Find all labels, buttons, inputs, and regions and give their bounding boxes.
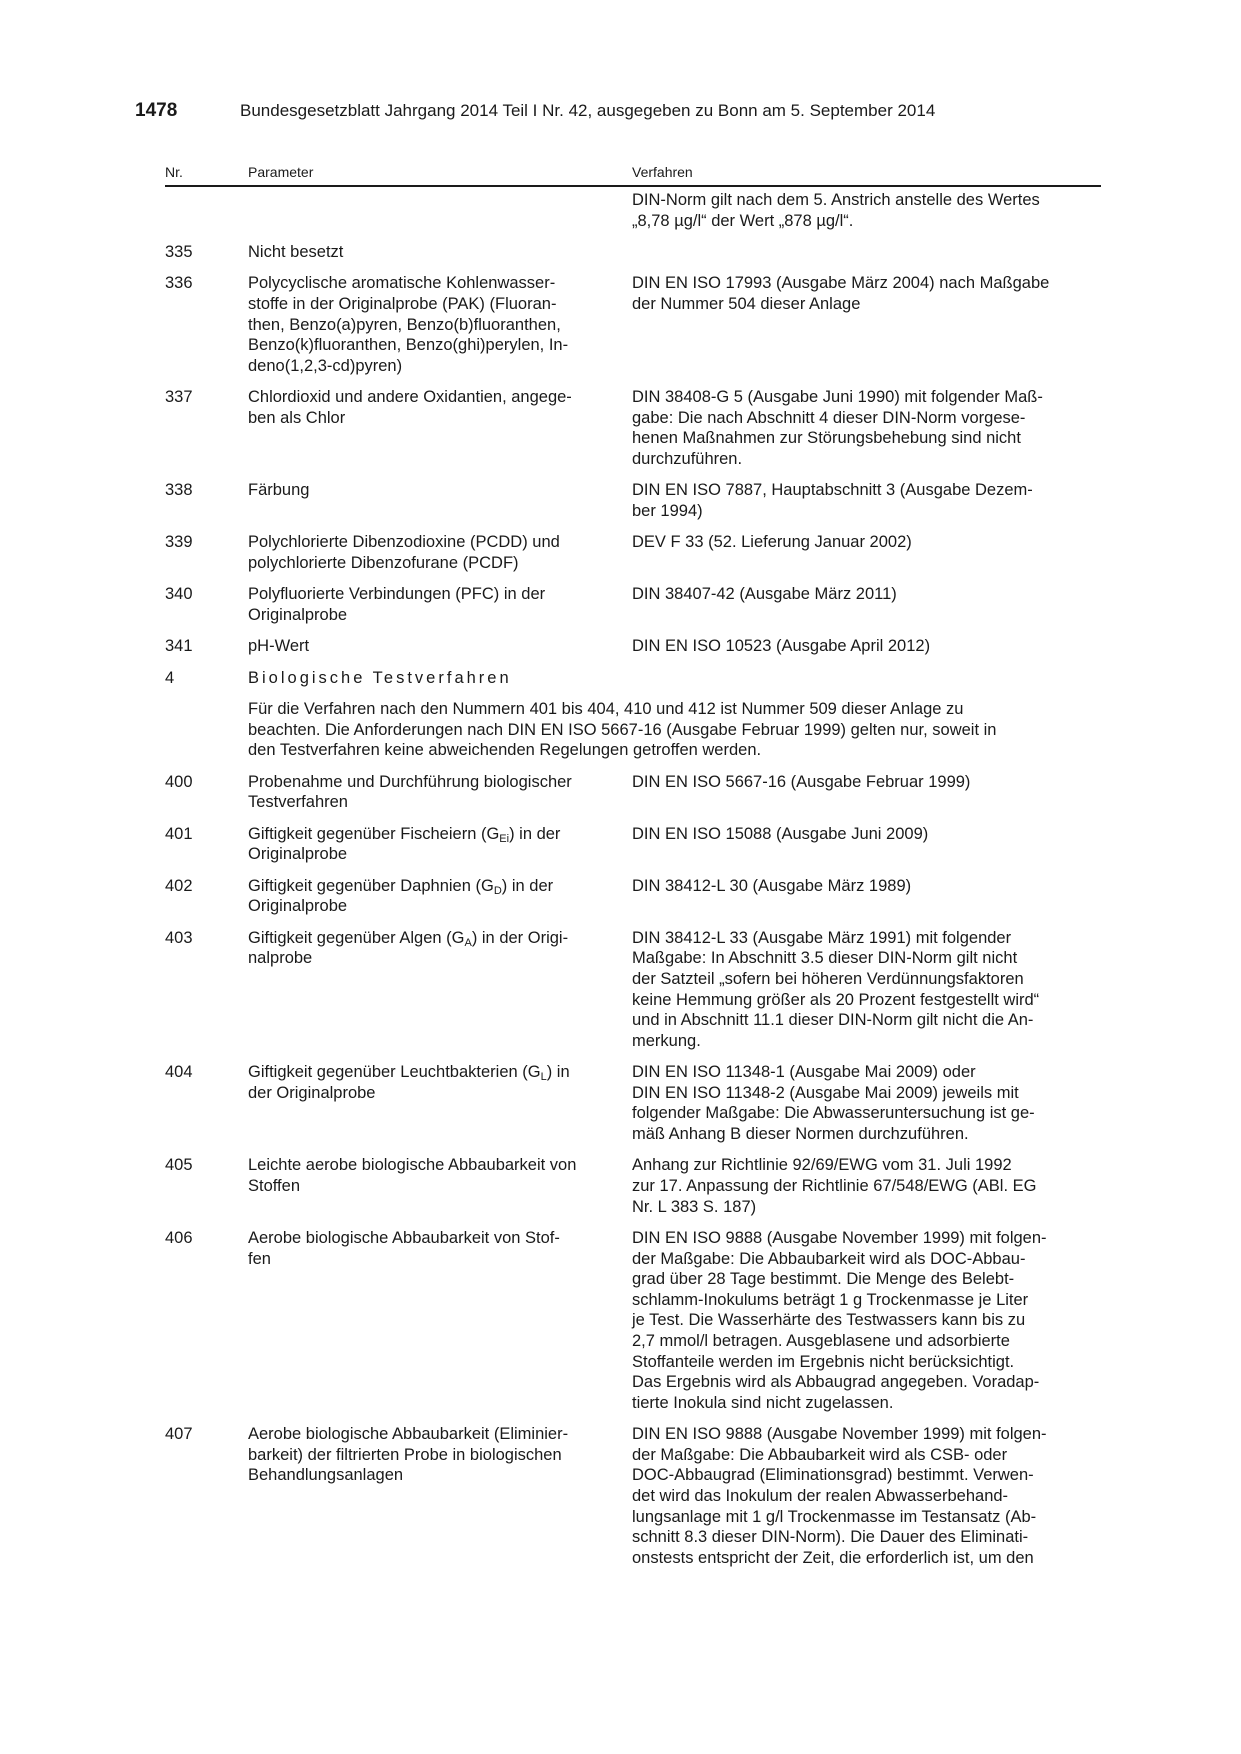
parameter-line: Aerobe biologische Abbaubarkeit von Stof- — [248, 1229, 560, 1247]
verfahren-line: DIN EN ISO 17993 (Ausgabe März 2004) nach Maßgabe — [632, 274, 1050, 293]
verfahren-line: keine Hemmung größer als 20 Prozent festgestellt wird“ — [632, 990, 1040, 1009]
parameter-line: Giftigkeit gegenüber Daphnien $(G_D)$ in der — [248, 876, 554, 897]
verfahren-line: tierte Inokula sind nicht zugelassen. — [632, 1393, 894, 1412]
row-number: 340 — [165, 585, 193, 604]
verfahren-line: DIN EN ISO 7887, Hauptabschnitt 3 (Ausgabe Dezem- — [632, 481, 1033, 500]
parameter-line: pH-Wert — [248, 637, 310, 656]
parameter-line: ben als Chlor — [248, 408, 346, 427]
verfahren-line: der Maßgabe: Die Abbaubarkeit wird als DOC-Abbau- — [632, 1249, 1026, 1268]
parameter-line: Färbung — [248, 481, 310, 500]
verfahren-line: Das Ergebnis wird als Abbaugrad angegeben. Voradap- — [632, 1373, 1040, 1392]
parameter-line: nalprobe — [248, 949, 313, 968]
verfahren-line: DIN EN ISO 11348-2 (Ausgabe Mai 2009) jeweils mit — [632, 1083, 1019, 1102]
verfahren-line: henen Maßnahmen zur Störungsbehebung sind nicht — [632, 429, 1021, 448]
verfahren-cell — [632, 532, 1101, 553]
row-number: 405 — [165, 1156, 193, 1175]
parameter-line: Behandlungsanlagen — [248, 1466, 404, 1485]
section-note-line: beachten. Die Anforderungen nach DIN EN ISO 5667-16 (Ausgabe Februar 1999) gelten nur, soweit in — [248, 720, 997, 739]
parameter-line: Originalprobe — [248, 897, 348, 916]
parameter-line: Stoffen — [248, 1176, 300, 1195]
page-title: Bundesgesetzblatt Jahrgang 2014 Teil I Nr. 42, ausgegeben zu Bonn am 5. September 2014 — [240, 101, 936, 120]
parameter-subscript: Ei — [499, 832, 510, 845]
row-number: 402 — [165, 876, 193, 895]
verfahren-line: DIN EN ISO 5667-16 (Ausgabe Februar 1999) — [632, 772, 971, 791]
parameter-line: Benzo(k)fluoranthen, Benzo(ghi)perylen, In- — [248, 336, 569, 355]
verfahren-line: DEV F 33 (52. Lieferung Januar 2002) — [632, 533, 912, 552]
parameter-line: Polyfluorierte Verbindungen (PFC) in der — [248, 585, 546, 604]
verfahren-cell — [632, 480, 1101, 521]
verfahren-line: grad über 28 Tage bestimmt. Die Menge des Belebt- — [632, 1270, 1015, 1289]
row-number: 400 — [165, 772, 193, 791]
parameter-cell — [248, 1228, 618, 1269]
page-number: 1478 — [135, 100, 178, 121]
verfahren-cell — [632, 876, 1101, 897]
row-number: 407 — [165, 1425, 193, 1444]
standards-table — [165, 160, 1101, 1567]
verfahren-line: onstests entspricht der Zeit, die erforderlich ist, um den — [632, 1548, 1034, 1567]
verfahren-line: 2,7 mmol/l betragen. Ausgeblasene und adsorbierte — [632, 1331, 1010, 1350]
verfahren-line: der Nummer 504 dieser Anlage — [632, 294, 861, 313]
verfahren-line: folgender Maßgabe: Die Abwasseruntersuchung ist ge- — [632, 1104, 1035, 1123]
verfahren-line: DIN 38412-L 30 (Ausgabe März 1989) — [632, 876, 912, 895]
verfahren-cell — [632, 824, 1101, 845]
verfahren-line: je Test. Die Wasserhärte des Testwassers kann bis zu — [632, 1311, 1026, 1330]
section-note-line: den Testverfahren keine abweichenden Regelungen getroffen werden. — [248, 741, 762, 760]
verfahren-line: DIN 38412-L 33 (Ausgabe März 1991) mit folgender — [632, 928, 1012, 947]
column-header-nr: Nr. — [165, 164, 183, 180]
parameter-line: Giftigkeit gegenüber Algen $(G_A)$ in der Origi- — [248, 928, 569, 949]
parameter-cell — [248, 876, 618, 917]
continuation-cell — [632, 190, 1101, 231]
verfahren-cell — [632, 273, 1101, 314]
row-number: 337 — [165, 388, 193, 407]
parameter-cell — [248, 584, 618, 625]
parameter-line: der Originalprobe — [248, 1083, 376, 1102]
verfahren-line: und in Abschnitt 11.1 dieser DIN-Norm gilt nicht die An- — [632, 1011, 1034, 1030]
parameter-line: Originalprobe — [248, 845, 348, 864]
verfahren-cell — [632, 636, 1101, 657]
parameter-line: Polychlorierte Dibenzodioxine (PCDD) und — [248, 533, 560, 552]
parameter-cell — [248, 1424, 618, 1486]
parameter-line: Testverfahren — [248, 793, 348, 812]
parameter-line: Polycyclische aromatische Kohlenwasser- — [248, 274, 556, 293]
verfahren-line: Stoffanteile werden im Ergebnis nicht berücksichtigt. — [632, 1352, 1015, 1371]
parameter-cell — [248, 480, 618, 501]
parameter-cell — [248, 1062, 618, 1103]
verfahren-line: DIN EN ISO 11348-1 (Ausgabe Mai 2009) oder — [632, 1063, 976, 1082]
verfahren-line: DOC-Abbaugrad (Eliminationsgrad) bestimmt. Verwen- — [632, 1466, 1034, 1485]
verfahren-line: DIN EN ISO 15088 (Ausgabe Juni 2009) — [632, 824, 929, 843]
verfahren-cell — [632, 1062, 1101, 1144]
row-number: 336 — [165, 274, 193, 293]
parameter-cell — [248, 1155, 618, 1196]
parameter-line: Giftigkeit gegenüber Fischeiern $(G_{Ei})$ in der — [248, 824, 561, 845]
parameter-line: polychlorierte Dibenzofurane (PCDF) — [248, 553, 519, 572]
parameter-line: Probenahme und Durchführung biologischer — [248, 772, 572, 791]
verfahren-line: DIN 38407-42 (Ausgabe März 2011) — [632, 585, 897, 604]
column-header-verfahren: Verfahren — [632, 164, 693, 180]
parameter-cell — [248, 532, 618, 573]
verfahren-line: Maßgabe: In Abschnitt 3.5 dieser DIN-Norm gilt nicht — [632, 949, 1018, 968]
section-title: Biologische Testverfahren — [248, 668, 512, 687]
verfahren-line: mäß Anhang B dieser Normen durchzuführen. — [632, 1124, 969, 1143]
verfahren-line: schlamm-Inokulums beträgt 1 g Trockenmasse je Liter — [632, 1290, 1029, 1309]
row-number: 341 — [165, 637, 193, 656]
row-number: 338 — [165, 481, 193, 500]
parameter-line: stoffe in der Originalprobe (PAK) (Fluoran- — [248, 294, 557, 313]
verfahren-line: der Maßgabe: Die Abbaubarkeit wird als CSB- oder — [632, 1445, 1008, 1464]
parameter-line: Aerobe biologische Abbaubarkeit (Eliminier- — [248, 1425, 569, 1444]
parameter-line: Chlordioxid und andere Oxidantien, angege- — [248, 388, 572, 407]
parameter-subscript: D — [493, 884, 502, 897]
row-number: 403 — [165, 928, 193, 947]
parameter-cell — [248, 772, 618, 813]
parameter-subscript: L — [540, 1071, 547, 1084]
verfahren-cell — [632, 1424, 1101, 1568]
verfahren-cell — [632, 1155, 1101, 1217]
verfahren-line: DIN EN ISO 10523 (Ausgabe April 2012) — [632, 637, 931, 656]
parameter-line: Leichte aerobe biologische Abbaubarkeit von — [248, 1156, 577, 1175]
verfahren-line: merkung. — [632, 1031, 701, 1050]
parameter-cell — [248, 636, 618, 657]
verfahren-cell — [632, 928, 1101, 1052]
verfahren-cell — [632, 772, 1101, 793]
table-header — [165, 160, 1101, 187]
verfahren-line: durchzuführen. — [632, 449, 743, 468]
section-note-line: Für die Verfahren nach den Nummern 401 bis 404, 410 und 412 ist Nummer 509 dieser Anlage zu — [248, 700, 964, 719]
parameter-cell — [248, 387, 618, 428]
verfahren-line: det wird das Inokulum der realen Abwasserbehand- — [632, 1486, 1009, 1505]
verfahren-line: DIN EN ISO 9888 (Ausgabe November 1999) mit folgen- — [632, 1425, 1047, 1444]
parameter-line: Giftigkeit gegenüber Leuchtbakterien $(G_L)$ in — [248, 1063, 570, 1084]
verfahren-line: schnitt 8.3 dieser DIN-Norm). Die Dauer des Eliminati- — [632, 1528, 1029, 1547]
parameter-line: barkeit) der filtrierten Probe in biologischen — [248, 1445, 562, 1464]
verfahren-line: der Satzteil „sofern bei höheren Verdünnungsfaktoren — [632, 969, 1024, 988]
verfahren-line: DIN EN ISO 9888 (Ausgabe November 1999) mit folgen- — [632, 1229, 1047, 1247]
verfahren-line: lungsanlage mit 1 g/l Trockenmasse im Testansatz (Ab- — [632, 1507, 1037, 1526]
verfahren-line: Nr. L 383 S. 187) — [632, 1197, 757, 1216]
verfahren-line: zur 17. Anpassung der Richtlinie 67/548/EWG (ABl. EG — [632, 1176, 1037, 1195]
parameter-cell — [248, 928, 618, 969]
row-number: 401 — [165, 824, 193, 843]
section-number: 4 — [165, 668, 175, 687]
parameter-line: Originalprobe — [248, 605, 348, 624]
continuation-line: „8,78 µg/l“ der Wert „878 µg/l“. — [632, 211, 854, 230]
verfahren-cell — [632, 584, 1101, 605]
verfahren-line: Anhang zur Richtlinie 92/69/EWG vom 31. Juli 1992 — [632, 1156, 1012, 1175]
parameter-cell — [248, 824, 618, 865]
parameter-cell — [248, 242, 618, 263]
verfahren-cell — [632, 387, 1101, 469]
verfahren-line: ber 1994) — [632, 501, 703, 520]
row-number: 406 — [165, 1229, 193, 1247]
parameter-subscript: A — [464, 936, 472, 949]
section-note — [248, 699, 1101, 761]
parameter-line: Nicht besetzt — [248, 243, 344, 261]
column-header-parameter: Parameter — [248, 164, 314, 180]
parameter-line: deno(1,2,3-cd)pyren) — [248, 356, 403, 375]
verfahren-line: DIN 38408-G 5 (Ausgabe Juni 1990) mit folgender Maß- — [632, 388, 1043, 407]
verfahren-line: gabe: Die nach Abschnitt 4 dieser DIN-Norm vorgese- — [632, 408, 1026, 427]
verfahren-cell — [632, 1228, 1101, 1413]
parameter-line: fen — [248, 1249, 271, 1268]
continuation-line: DIN-Norm gilt nach dem 5. Anstrich anstelle des Wertes — [632, 191, 1040, 209]
row-number: 339 — [165, 533, 193, 552]
parameter-line: then, Benzo(a)pyren, Benzo(b)fluoranthen, — [248, 315, 561, 334]
row-number: 335 — [165, 243, 193, 261]
parameter-cell — [248, 273, 618, 376]
row-number: 404 — [165, 1063, 193, 1082]
